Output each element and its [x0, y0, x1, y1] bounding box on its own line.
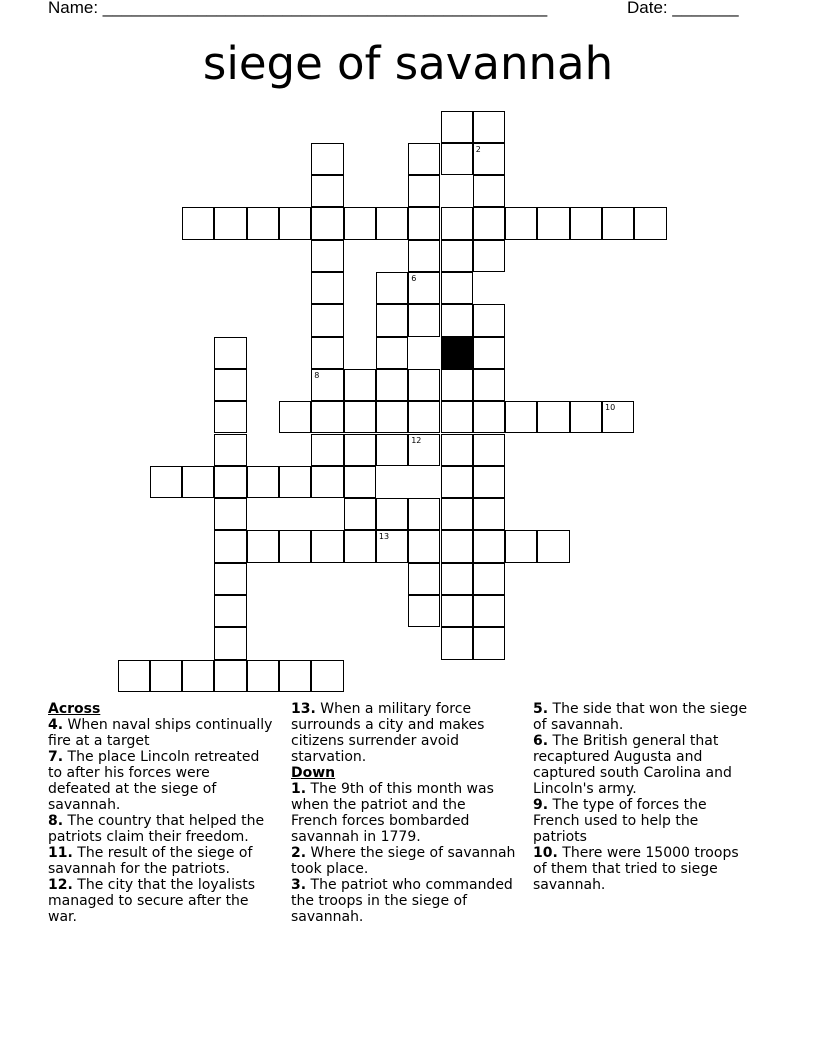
- clue: [48, 877, 273, 925]
- grid-cell[interactable]: [441, 272, 473, 304]
- clue-text: The type of forces the French used to help the patriots: [533, 797, 707, 845]
- clue-text: The country that helped the patriots claim their freedom.: [48, 813, 265, 845]
- grid-cell[interactable]: [214, 434, 246, 466]
- grid-cell[interactable]: [118, 660, 150, 692]
- clue-text: When naval ships continually fire at a target: [48, 717, 273, 749]
- clue-number-label: 11.: [48, 845, 73, 861]
- grid-cell[interactable]: [311, 369, 343, 401]
- grid-cell[interactable]: [344, 401, 376, 433]
- clue-column-2: [291, 701, 516, 925]
- clue-text: The result of the siege of savannah for the patriots.: [48, 845, 253, 877]
- grid-cell[interactable]: [214, 337, 246, 369]
- grid-cell[interactable]: [473, 369, 505, 401]
- grid-cell[interactable]: [408, 530, 440, 562]
- grid-cell[interactable]: [376, 401, 408, 433]
- clue-text: The 9th of this month was when the patriot and the French forces bombarded savannah in 1779.: [291, 781, 494, 845]
- grid-cell[interactable]: [441, 498, 473, 530]
- grid-cell[interactable]: [473, 337, 505, 369]
- clue-text: The patriot who commanded the troops in the siege of savannah.: [291, 877, 513, 925]
- grid-cell[interactable]: [602, 207, 634, 239]
- clue: [291, 877, 516, 925]
- grid-cell[interactable]: [570, 207, 602, 239]
- clue-number-label: 6.: [533, 733, 549, 749]
- across-heading: Across: [48, 701, 101, 717]
- clue: [291, 781, 516, 845]
- grid-cell[interactable]: [311, 240, 343, 272]
- clue-number-label: 5.: [533, 701, 549, 717]
- grid-cell[interactable]: [408, 563, 440, 595]
- grid-cell[interactable]: [344, 530, 376, 562]
- grid-cell[interactable]: [182, 660, 214, 692]
- clue-number: 2: [475, 144, 481, 154]
- grid-cell[interactable]: [505, 207, 537, 239]
- grid-cell[interactable]: [537, 401, 569, 433]
- puzzle-title: siege of savannah: [202, 37, 614, 90]
- grid-cell[interactable]: [214, 401, 246, 433]
- clue-text: When a military force surrounds a city and makes citizens surrender avoid starvation.: [291, 701, 485, 765]
- clue: [48, 813, 273, 845]
- clue: [291, 845, 516, 877]
- clue-text: There were 15000 troops of them that tried to siege savannah.: [533, 845, 739, 893]
- grid-cell[interactable]: [505, 401, 537, 433]
- grid-cell[interactable]: [311, 401, 343, 433]
- grid-cell[interactable]: [311, 434, 343, 466]
- clue-number: 12: [411, 435, 422, 445]
- grid-cell[interactable]: [473, 466, 505, 498]
- grid-cell[interactable]: [150, 660, 182, 692]
- clue-number-label: 3.: [291, 877, 307, 893]
- grid-cell[interactable]: [376, 369, 408, 401]
- grid-cell[interactable]: [311, 304, 343, 336]
- grid-cell[interactable]: [182, 466, 214, 498]
- clue-number-label: 10.: [533, 845, 558, 861]
- grid-cell[interactable]: [279, 530, 311, 562]
- clue-column-1: [48, 701, 273, 925]
- clue-text: The side that won the siege of savannah.: [533, 701, 748, 733]
- grid-cell[interactable]: [441, 595, 473, 627]
- grid-cell[interactable]: [311, 530, 343, 562]
- grid-cell[interactable]: [150, 466, 182, 498]
- grid-cell[interactable]: [441, 434, 473, 466]
- grid-cell[interactable]: [441, 627, 473, 659]
- name-line: Name: _______________________________________________: [48, 0, 548, 17]
- grid-cell[interactable]: [408, 175, 440, 207]
- grid-cell[interactable]: [570, 401, 602, 433]
- grid-cell[interactable]: [441, 143, 473, 175]
- grid-cell[interactable]: [376, 434, 408, 466]
- grid-cell[interactable]: [473, 207, 505, 239]
- grid-cell[interactable]: [214, 207, 246, 239]
- grid-cell[interactable]: [537, 530, 569, 562]
- grid-cell[interactable]: [473, 563, 505, 595]
- grid-cell[interactable]: [441, 111, 473, 143]
- grid-cell[interactable]: [376, 337, 408, 369]
- clue-number-label: 1.: [291, 781, 307, 797]
- grid-cell[interactable]: [376, 272, 408, 304]
- clue: [533, 797, 753, 845]
- down-heading: Down: [291, 765, 336, 781]
- clue-number-label: 12.: [48, 877, 73, 893]
- grid-cell[interactable]: [279, 660, 311, 692]
- clue-text: The city that the loyalists managed to secure after the war.: [48, 877, 256, 925]
- clue-column-3: [533, 701, 753, 893]
- grid-cell[interactable]: [214, 627, 246, 659]
- grid-cell[interactable]: [473, 595, 505, 627]
- grid-cell[interactable]: [311, 660, 343, 692]
- clue-number-label: 7.: [48, 749, 64, 765]
- date-line: Date: _______: [627, 0, 739, 17]
- clue-text: The place Lincoln retreated to after his forces were defeated at the siege of savannah.: [48, 749, 260, 813]
- grid-cell[interactable]: [408, 434, 440, 466]
- grid-cell[interactable]: [214, 660, 246, 692]
- black-square: [441, 337, 473, 369]
- grid-cell[interactable]: [344, 466, 376, 498]
- clue-number-label: 9.: [533, 797, 549, 813]
- grid-cell[interactable]: [408, 595, 440, 627]
- grid-cell[interactable]: [408, 498, 440, 530]
- grid-cell[interactable]: [408, 272, 440, 304]
- clue: [533, 845, 753, 893]
- grid-cell[interactable]: [376, 530, 408, 562]
- grid-cell[interactable]: [311, 337, 343, 369]
- grid-cell[interactable]: [247, 660, 279, 692]
- clue-number: 6: [411, 274, 417, 283]
- grid-cell[interactable]: [247, 466, 279, 498]
- grid-cell[interactable]: [311, 466, 343, 498]
- grid-cell[interactable]: [311, 175, 343, 207]
- grid-cell[interactable]: [634, 207, 666, 239]
- clue-number-label: 8.: [48, 813, 64, 829]
- grid-cell[interactable]: [279, 401, 311, 433]
- clue-number: 10: [605, 403, 616, 413]
- grid-cell[interactable]: [408, 304, 440, 336]
- grid-cell[interactable]: [441, 207, 473, 239]
- grid-cell[interactable]: [311, 272, 343, 304]
- grid-cell[interactable]: [408, 143, 440, 175]
- grid-cell[interactable]: [182, 207, 214, 239]
- grid-cell[interactable]: [473, 111, 505, 143]
- grid-cell[interactable]: [537, 207, 569, 239]
- grid-cell[interactable]: [441, 401, 473, 433]
- clue-number: 13: [378, 532, 390, 542]
- grid-cell[interactable]: [473, 434, 505, 466]
- clue-number: 8: [314, 370, 320, 380]
- grid-cell[interactable]: [473, 175, 505, 207]
- grid-cell[interactable]: [441, 369, 473, 401]
- grid-cell[interactable]: [441, 304, 473, 336]
- grid-cell[interactable]: [214, 563, 246, 595]
- grid-cell[interactable]: [247, 207, 279, 239]
- clue-number-label: 13.: [291, 701, 316, 717]
- grid-cell[interactable]: [376, 304, 408, 336]
- clue: [291, 701, 516, 765]
- clue-number-label: 4.: [48, 717, 64, 733]
- grid-cell[interactable]: [505, 530, 537, 562]
- grid-cell[interactable]: [344, 207, 376, 239]
- grid-cell[interactable]: [441, 240, 473, 272]
- grid-cell[interactable]: [214, 466, 246, 498]
- grid-cell[interactable]: [473, 401, 505, 433]
- grid-cell[interactable]: [214, 369, 246, 401]
- grid-cell[interactable]: [473, 627, 505, 659]
- grid-cell[interactable]: [214, 595, 246, 627]
- grid-cell[interactable]: [279, 207, 311, 239]
- grid-cell[interactable]: [344, 434, 376, 466]
- grid-cell[interactable]: [602, 401, 634, 433]
- grid-cell[interactable]: [311, 207, 343, 239]
- grid-cell[interactable]: [408, 207, 440, 239]
- clue: [48, 749, 273, 813]
- grid-cell[interactable]: [473, 530, 505, 562]
- clue: [48, 717, 273, 749]
- grid-cell[interactable]: [279, 466, 311, 498]
- grid-cell[interactable]: [441, 530, 473, 562]
- clue: [48, 845, 273, 877]
- grid-cell[interactable]: [473, 304, 505, 336]
- grid-cell[interactable]: [408, 240, 440, 272]
- grid-cell[interactable]: [473, 498, 505, 530]
- grid-cell[interactable]: [344, 498, 376, 530]
- grid-cell[interactable]: [408, 369, 440, 401]
- clue: [533, 733, 753, 797]
- grid-cell[interactable]: [473, 240, 505, 272]
- clue: [533, 701, 753, 733]
- grid-cell[interactable]: [311, 143, 343, 175]
- grid-cell[interactable]: [408, 401, 440, 433]
- clue-text: Where the siege of savannah took place.: [291, 845, 516, 877]
- clue-number-label: 2.: [291, 845, 307, 861]
- grid-cell[interactable]: [344, 369, 376, 401]
- clue-text: The British general that recaptured Augusta and captured south Carolina and Lincoln's army.: [533, 733, 732, 797]
- grid-cell[interactable]: [214, 530, 246, 562]
- grid-cell[interactable]: [441, 466, 473, 498]
- grid-cell[interactable]: [473, 143, 505, 175]
- grid-cell[interactable]: [441, 563, 473, 595]
- grid-cell[interactable]: [214, 498, 246, 530]
- grid-cell[interactable]: [247, 530, 279, 562]
- grid-cell[interactable]: [376, 207, 408, 239]
- grid-cell[interactable]: [376, 498, 408, 530]
